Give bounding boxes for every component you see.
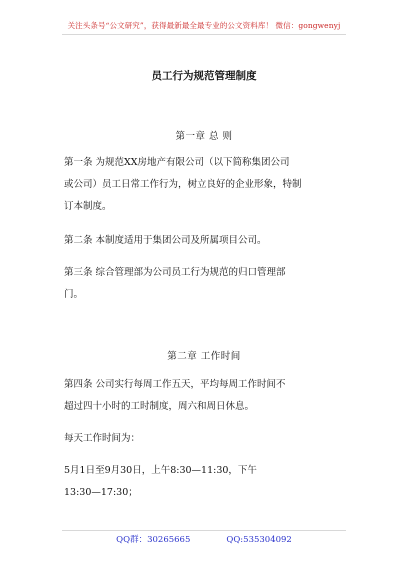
article-4-line: 超过四十小时的工时制度，周六和周日休息。 <box>64 401 255 412</box>
footer-divider <box>62 530 346 531</box>
article-1-line: 第一条 为规范XX房地产有限公司（以下简称集团公司 <box>64 157 290 168</box>
article-4-line: 第四条 公司实行每周工作五天，平均每周工作时间不 <box>64 379 286 390</box>
chapter-2-heading: 第二章 工作时间 <box>167 351 241 362</box>
footer-qq: QQ:535304092 <box>226 535 292 545</box>
article-2 <box>64 230 354 252</box>
article-1-line: 或公司）员工日常工作行为，树立良好的企业形象，特制 <box>64 179 302 190</box>
footer-qq-group: QQ群：30265665 <box>116 535 191 545</box>
work-hours-intro <box>64 428 354 450</box>
document-title: 员工行为规范管理制度 <box>151 70 257 82</box>
article-4 <box>64 374 354 418</box>
article-3-line: 第三条 综合管理部为公司员工行为规范的归口管理部 <box>64 267 286 278</box>
footer-contacts <box>0 533 408 545</box>
article-1 <box>64 152 354 218</box>
header-note: 关注头条号“公文研究”，获得最新最全最专业的公文资料库！ 微信：gongwenyj <box>67 21 341 30</box>
article-1-line: 订本制度。 <box>64 201 112 212</box>
chapter-1-heading: 第一章 总 则 <box>175 131 233 142</box>
header-divider <box>62 34 346 35</box>
summer-hours-line: 13:30—17:30； <box>64 487 138 498</box>
summer-hours <box>64 460 354 504</box>
article-3 <box>64 262 354 306</box>
summer-hours-line: 5月1日至9月30日，上午8:30—11:30，下午 <box>64 465 257 476</box>
work-hours-intro-line: 每天工作时间为： <box>64 433 141 444</box>
article-3-line: 门。 <box>64 289 84 300</box>
article-2-line: 第二条 本制度适用于集团公司及所属项目公司。 <box>64 235 267 246</box>
